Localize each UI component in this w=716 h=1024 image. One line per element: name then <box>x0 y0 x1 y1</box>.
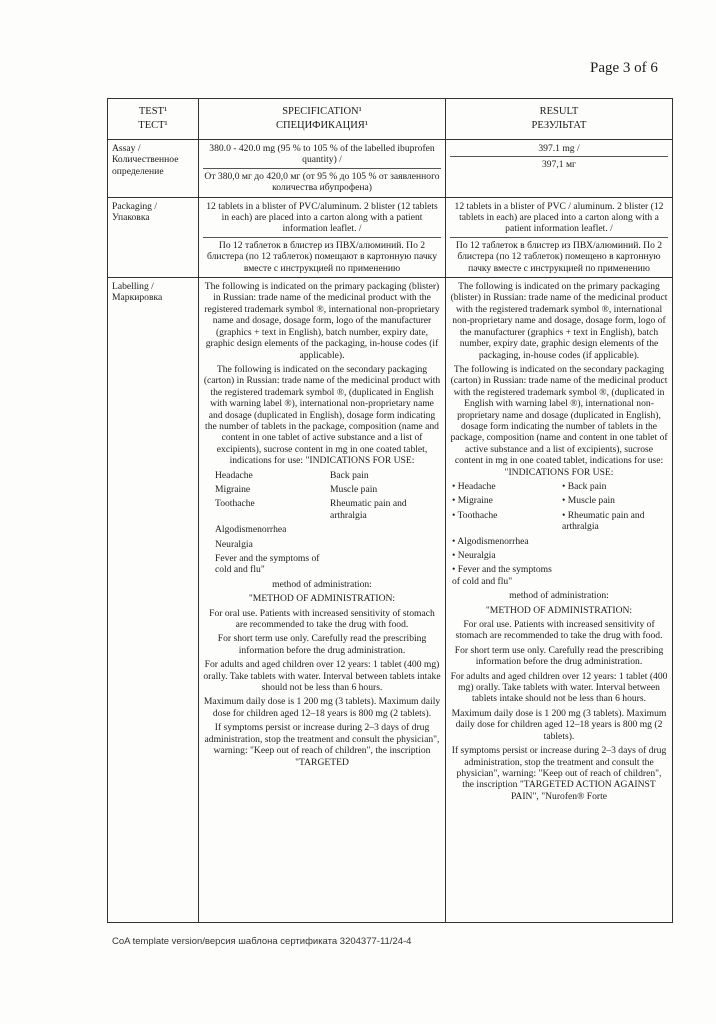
indication-item: • Back pain <box>562 481 668 492</box>
result-indications <box>452 481 668 587</box>
packaging-spec: 12 tablets in a blister of PVC/aluminum. 2 blister (12 tablets in each) are placed into a carton along with a patient information leaflet. / По 12 таблеток в блистер из ПВХ/алюминий. По 2 блистера (по 12 таблеток) помещают в картонную пачку вместе с инструкцией по применению <box>199 197 446 277</box>
assay-row <box>108 140 673 198</box>
page-number: Page 3 of 6 <box>590 60 658 76</box>
assay-result: 397.1 mg / 397,1 мг <box>446 140 673 198</box>
spec-indications <box>215 470 441 576</box>
packaging-row <box>108 197 673 277</box>
spec-persist: If symptoms persist or increase during 2–3 days of drug administration, stop the treatment and consult the physician", warning: "Keep out of reach of children", the inscription "TARGETED <box>204 722 440 768</box>
spec-primary: The following is indicated on the primary packaging (blister) in Russian: trade name of the medicinal product with the registered trademark symbol ®, international non-proprietary name and dosage, dosage form, logo of the manufacturer (graphics + text in English), batch number, expiry date, graphic design elements of the packaging, in-house codes (if applicable). <box>204 281 440 361</box>
indication-item: Migraine <box>215 483 251 495</box>
packaging-result: 12 tablets in a blister of PVC / aluminum. 2 blister (12 tablets in each) are placed into a carton along with a patient information leaflet. / По 12 таблеток в блистер из ПВХ/алюминий. По 2 блистера (по 12 таблеток) помещено в картонную пачку вместе с инструкцией по применению <box>446 197 673 277</box>
header-row <box>108 99 673 140</box>
header-spec: SPECIFICATION¹ СПЕЦИФИКАЦИЯ¹ <box>199 99 446 140</box>
result-secondary: The following is indicated on the secondary packaging (carton) in Russian: trade name of the medicinal product with the registered trademark symbol ®, (duplicated in English with warning label ®), international non-proprietary name and dosage (duplicated in English), dosage form indicating the number of tablets in the package, composition (name and content in one tablet of active substance and a list of excipients), sucrose content in mg in one coated tablet, indications for use: "INDICATIONS FOR USE: <box>450 363 668 478</box>
labelling-spec <box>199 278 446 923</box>
labelling-test: Labelling / Маркировка <box>108 278 199 923</box>
indication-item: Fever and the symptoms of cold and flu" <box>215 553 320 576</box>
indication-item: • Headache <box>452 481 558 492</box>
indication-item: • Rheumatic pain and arthralgia <box>562 510 668 533</box>
indication-item: Toothache <box>215 498 255 510</box>
result-short-term: For short term use only. Carefully read the prescribing information before the drug administration. <box>454 644 664 668</box>
spec-max-daily: Maximum daily dose is 1 200 mg (3 tablets). Maximum daily dose for children aged 12–18 years is 800 mg (2 tablets). <box>203 696 441 719</box>
template-version-footer: CoA template version/версия шаблона сертификата 3204377-11/24-4 <box>112 936 412 947</box>
coa-table <box>107 98 673 923</box>
result-primary: The following is indicated on the primary packaging (blister) in Russian: trade name of the medicinal product with the registered trademark symbol ®, international non-proprietary name and dosage, dosage form, logo of the manufacturer (graphics + text in English), batch number, expiry date, graphic design elements of the packaging, in-house codes (if applicable). <box>450 281 668 361</box>
indication-item: • Toothache <box>452 510 558 533</box>
header-result: RESULT РЕЗУЛЬТАТ <box>446 99 673 140</box>
indication-item: Algodismenorrhea <box>215 524 287 536</box>
indication-item: Back pain <box>330 469 369 481</box>
indication-item: • Migraine <box>452 495 558 506</box>
indication-item: • Fever and the symptoms of cold and flu" <box>452 564 560 587</box>
indication-item: • Algodismenorrhea <box>452 536 560 547</box>
result-oral: For oral use. Patients with increased sensitivity of stomach are recommended to take the drug with food. <box>455 619 663 642</box>
assay-test: Assay / Количественное определение <box>108 140 199 198</box>
indication-item: • Neuralgia <box>452 550 560 561</box>
spec-adults: For adults and aged children over 12 years: 1 tablet (400 mg) orally. Take tablets with water. Interval between tablets intake should not be less than 6 hours. <box>203 659 441 694</box>
result-max-daily: Maximum daily dose is 1 200 mg (3 tablets). Maximum daily dose for children aged 12–18 years is 800 mg (2 tablets). <box>451 707 667 742</box>
result-method-intro: method of administration: <box>509 590 609 602</box>
packaging-test: Packaging / Упаковка <box>108 197 199 277</box>
indication-item: Muscle pain <box>330 483 378 495</box>
spec-method-intro: method of administration: <box>272 578 372 590</box>
indication-item: Rheumatic pain and arthralgia <box>330 498 407 521</box>
spec-oral: For oral use. Patients with increased sensitivity of stomach are recommended to take the drug with food. <box>209 607 435 631</box>
assay-spec: 380.0 - 420.0 mg (95 % to 105 % of the labelled ibuprofen quantity) / От 380,0 мг до 420,0 мг (от 95 % до 105 % от заявленного количества ибупрофена) <box>199 140 446 198</box>
header-test: TEST¹ ТЕСТ¹ <box>108 99 199 140</box>
spec-short-term: For short term use only. Carefully read the prescribing information before the drug administration. <box>217 633 427 656</box>
indication-item: Neuralgia <box>215 538 253 550</box>
result-method-title: "METHOD OF ADMINISTRATION: <box>485 604 633 616</box>
labelling-row <box>108 278 673 923</box>
result-persist: If symptoms persist or increase during 2–3 days of drug administration, stop the treatment and consult the physician", warning: "Keep out of reach of children", the inscription "TARGETED ACTION AGAINST PAIN", "Nurofen® Forte <box>451 745 667 802</box>
indication-item: • Muscle pain <box>562 495 668 506</box>
labelling-result <box>446 278 673 923</box>
spec-secondary: The following is indicated on the secondary packaging (carton) in Russian: trade name of the medicinal product with the registered trademark symbol ®, (duplicated in English with warning label ®), international non-proprietary name and dosage (duplicated in English), dosage form indicating the number of tablets in the package, composition (name and content in one tablet of active substance and a list of excipients), sucrose content in mg in one coated tablet, indications for use: "INDICATIONS FOR USE: <box>203 363 441 467</box>
result-adults: For adults and aged children over 12 years: 1 tablet (400 mg) orally. Take tablets with water. Interval between tablets intake should not be less than 6 hours. <box>450 670 668 705</box>
indication-item: Headache <box>215 469 253 481</box>
spec-method-title: "METHOD OF ADMINISTRATION: <box>248 593 396 605</box>
